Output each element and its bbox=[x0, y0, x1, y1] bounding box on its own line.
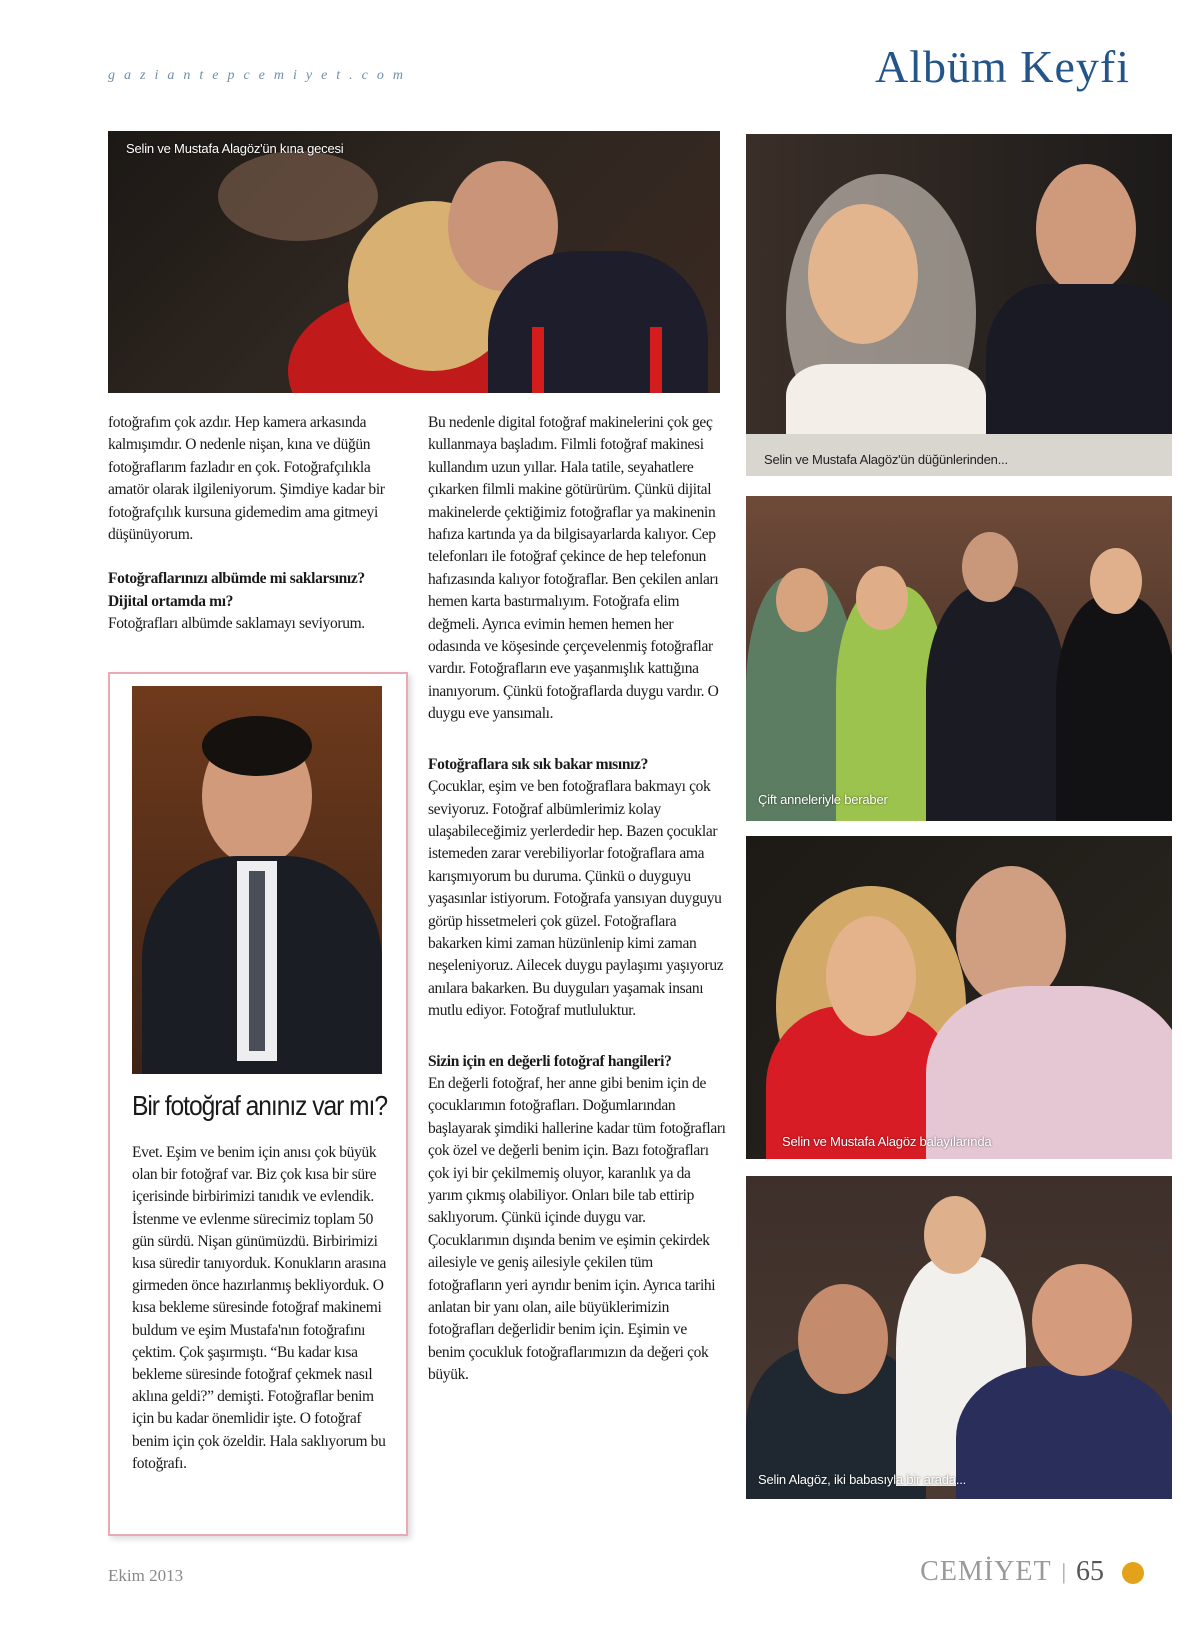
paragraph: Çocuklar, eşim ve ben fotoğraflara bakmayı çok seviyoruz. Fotoğraf albümlerimiz kolay ulaşabileceğimiz yerlerdedir hep. Bazen çocuklar istemeden zarar verebiliyorlar fotoğraflara ama karışmıyorum bu duruma. Çünkü o duyguyu yaşasınlar istiyorum. Fotoğrafa yansıyan duyguyu görüp hissetmeleri çok güzel. Fotoğraflara bakarken kimi zaman hüzünlenip kimi zaman neşeleniyoruz. Ailecek duygu paylaşımı yaşıyoruz anılara bakarken. Bu duyguları yaşamak insanı mutlu ediyor. Fotoğraf mutluluktur. bbox=[428, 778, 724, 1020]
groom-face-shape bbox=[956, 866, 1066, 1006]
page-footer bbox=[920, 1556, 1104, 1588]
mother-two-shape bbox=[1056, 596, 1172, 821]
question-heading: Sizin için en değerli fotoğraf hangileri? bbox=[428, 1052, 672, 1070]
sidebox-body: Evet. Eşim ve benim için anısı çok büyük olan bir fotoğraf var. Biz çok kısa bir süre içerisinde birbirimizi tanıdık ve evlendik. İstenme ve evlenme sürecimiz toplam 50 gün sürdü. Nişan günümüzdü. Birbirimizi kısa süredir tanıyorduk. Konukların arasına girmeden önce hazırlanmış bekliyorduk. O kısa bekleme süresinde fotoğraf makinemi buldum ve eşim Mustafa'nın fotoğrafını çektim. Çok şaşırmıştı. “Bu kadar kısa bekleme süresinde fotoğraf çekmek nasıl aklına geldi?” demişti. Fotoğraflar benim için bu kadar önemlidir işte. O fotoğraf benim için çok özeldir. Hala saklıyorum bu fotoğrafı. bbox=[132, 1144, 386, 1472]
guest-hands-shape bbox=[218, 151, 378, 241]
issue-date: Ekim 2013 bbox=[108, 1566, 184, 1585]
face-shape bbox=[962, 532, 1018, 602]
photo-caption: Çift anneleriyle beraber bbox=[758, 792, 888, 807]
candle-shape bbox=[650, 327, 662, 393]
father-two-shape bbox=[956, 1366, 1172, 1499]
photo-honeymoon bbox=[746, 836, 1172, 1159]
paragraph: Fotoğrafları albümde saklamayı seviyorum. bbox=[108, 615, 365, 633]
groom-hair-shape bbox=[202, 716, 312, 776]
photo-with-mothers bbox=[746, 496, 1172, 821]
question-heading: Fotoğraflarınızı albümde mi saklarsınız? Dijital ortamda mı? bbox=[108, 570, 365, 610]
groom-suit-shape bbox=[488, 251, 708, 393]
photo-wedding bbox=[746, 134, 1172, 476]
face-shape bbox=[776, 568, 828, 632]
paragraph: Bu nedenle digital fotoğraf makinelerini çok geç kullanmaya başladım. Filmli fotoğraf makinesi kullandım uzun yıllar. Hala tatile, seyahatlere çıkarken filmli makine götürürüm. Çünkü dijital makinelerde çektiğimiz fotoğraflar ya makinenin hafıza kartında ya da bilgisayarlarda kalıyor. Cep telefonları ile fotoğraf çekince de hep telefonun hafızasında kalıyor fotoğraflar. Ben çekilen anları hemen karta bastırmalıyım. Fotoğrafa elim değmeli. Ayrıca evimin hemen hemen her odasında ve köşesinde çerçevelenmiş fotoğraflar vardır. Fotoğrafların eve yaşanmışlık kattığına inanıyorum. Çünkü fotoğraflarda duygu vardır. O duygu eve yansımalı. bbox=[428, 414, 719, 723]
photo-henna-night bbox=[108, 131, 720, 393]
paragraph: fotoğrafım çok azdır. Hep kamera arkasında kalmışımdır. O nedenle nişan, kına ve düğün fotoğraflarım fazladır en çok. Fotoğrafçılıkla amatör olarak ilgileniyorum. Şimdiye kadar bir fotoğrafçılık kursuna gidemedim ama gitmeyi düşünüyorum. bbox=[108, 414, 385, 544]
face-shape bbox=[1090, 548, 1142, 614]
page-dot-icon bbox=[1122, 1562, 1144, 1584]
bride-face-shape bbox=[826, 916, 916, 1036]
bride-face-shape bbox=[924, 1196, 986, 1274]
magazine-brand: CEMİYET bbox=[920, 1556, 1052, 1587]
father-two-face-shape bbox=[1032, 1264, 1132, 1376]
photo-with-fathers bbox=[746, 1176, 1172, 1499]
sidebox-heading: Bir fotoğraf anınız var mı? bbox=[132, 1090, 387, 1121]
paragraph: En değerli fotoğraf, her anne gibi benim için de çocuklarımın fotoğrafları. Doğumlarından başlayarak şimdiki hallerine kadar tüm fotoğrafları çok özel ve değerli benim için. Bazı fotoğrafları çok iyi bir çekilmemiş oluyor, karanlık ya da yarım çıkmış olabiliyor. Onları bile tab ettirip saklıyorum. Çünkü içinde duygu var. Çocuklarımın dışında benim ve eşimin çekirdek ailesiyle ve geniş ailesiyle çekilen tüm fotoğrafların yeri ayrıdır benim için. Ayrıca tarihi anlatan bir yanı olan, aile büyüklerimizin fotoğrafları değerlidir benim için. Eşimin ve benim çocukluk fotoğraflarımızın da değeri çok büyük. bbox=[428, 1074, 726, 1384]
father-one-face-shape bbox=[798, 1284, 888, 1394]
section-title: Albüm Keyfi bbox=[874, 41, 1130, 92]
bride-face-shape bbox=[808, 204, 918, 344]
column-two bbox=[428, 412, 726, 1387]
column-one bbox=[108, 412, 406, 636]
photo-caption: Selin ve Mustafa Alagöz balayılarında bbox=[782, 1134, 992, 1149]
photo-groom-portrait bbox=[132, 686, 382, 1074]
question-heading: Fotoğraflara sık sık bakar mısınız? bbox=[428, 755, 648, 773]
face-shape bbox=[856, 566, 908, 630]
photo-caption: Selin ve Mustafa Alagöz'ün düğünlerinden... bbox=[764, 452, 1008, 467]
groom-tie-shape bbox=[249, 871, 265, 1051]
footer-separator: | bbox=[1061, 1559, 1066, 1584]
photo-caption: Selin Alagöz, iki babasıyla bir arada... bbox=[758, 1472, 967, 1487]
page-number: 65 bbox=[1076, 1556, 1104, 1587]
candle-shape bbox=[532, 327, 544, 393]
photo-caption: Selin ve Mustafa Alagöz'ün kına gecesi bbox=[126, 141, 344, 156]
memory-sidebox bbox=[108, 672, 408, 1536]
site-url: gaziantepcemiyet.com bbox=[108, 68, 413, 83]
groom-face-shape bbox=[1036, 164, 1136, 294]
groom-suit-shape bbox=[926, 586, 1066, 821]
